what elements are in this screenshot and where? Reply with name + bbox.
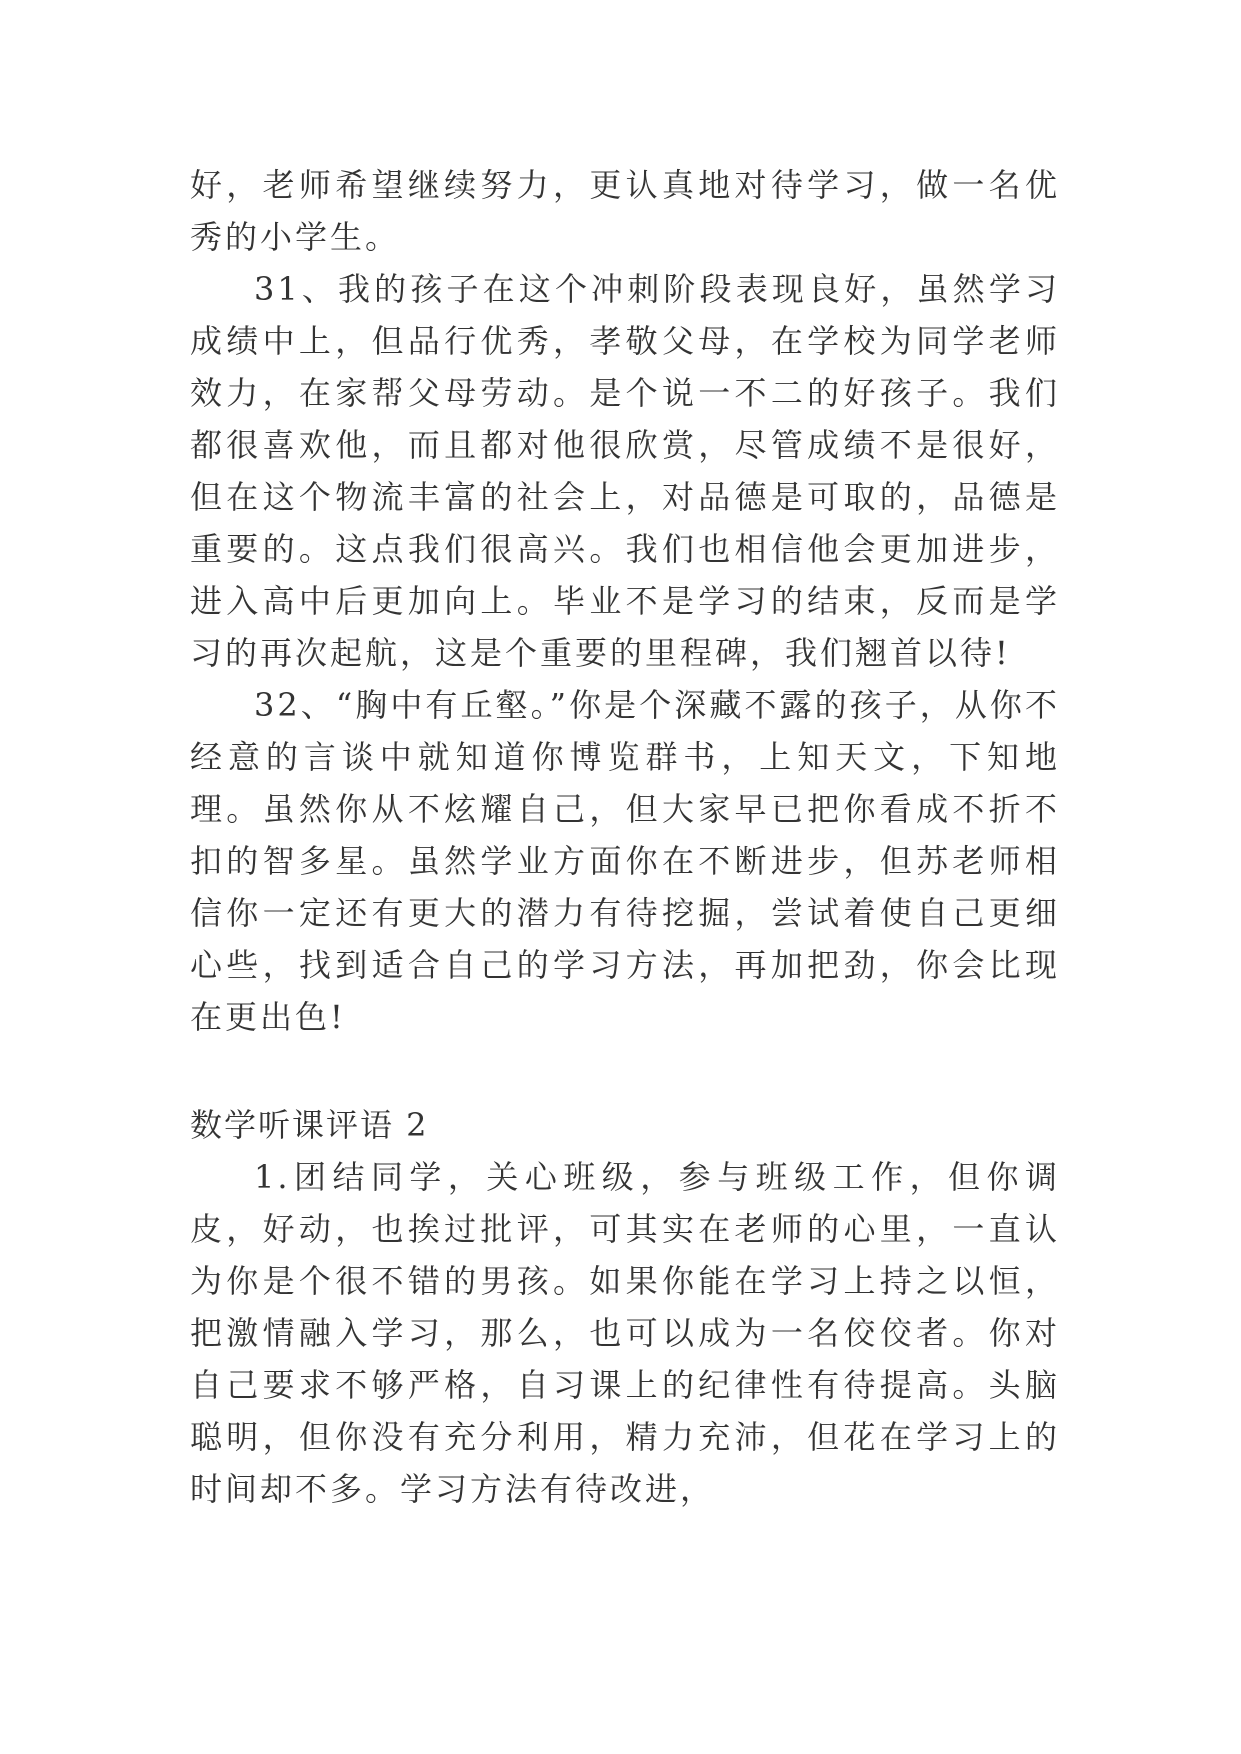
paragraph-comment-1: 1.团结同学，关心班级，参与班级工作，但你调皮，好动，也挨过批评，可其实在老师的心里，一直认为你是个很不错的男孩。如果你能在学习上持之以恒，把激情融入学习，那么，也可以成为一名佼佼者。你对自己要求不够严格，自习课上的纪律性有待提高。头脑聪明，但你没有充分利用，精力充沛，但花在学习上的时间却不多。学习方法有待改进， [190, 1158, 1060, 1508]
paragraph-continuation: 好，老师希望继续努力，更认真地对待学习，做一名优秀的小学生。 [190, 166, 1060, 256]
paragraph-comment-32: 32、“胸中有丘壑。”你是个深藏不露的孩子，从你不经意的言谈中就知道你博览群书，上知天文，下知地理。虽然你从不炫耀自己，但大家早已把你看成不折不扣的智多星。虽然学业方面你在不断进步，但苏老师相信你一定还有更大的潜力有待挖掘，尝试着使自己更细心些，找到适合自己的学习方法，再加把劲，你会比现在更出色! [190, 686, 1060, 1036]
section-heading: 数学听课评语 2 [190, 1106, 429, 1144]
document-body [190, 159, 1060, 1515]
paragraph-comment-31: 31、我的孩子在这个冲刺阶段表现良好，虽然学习成绩中上，但品行优秀，孝敬父母，在学校为同学老师效力，在家帮父母劳动。是个说一不二的好孩子。我们都很喜欢他，而且都对他很欣赏，尽管成绩不是很好，但在这个物流丰富的社会上，对品德是可取的，品德是重要的。这点我们很高兴。我们也相信他会更加进步，进入高中后更加向上。毕业不是学习的结束，反而是学习的再次起航，这是个重要的里程碑，我们翘首以待! [190, 270, 1060, 672]
